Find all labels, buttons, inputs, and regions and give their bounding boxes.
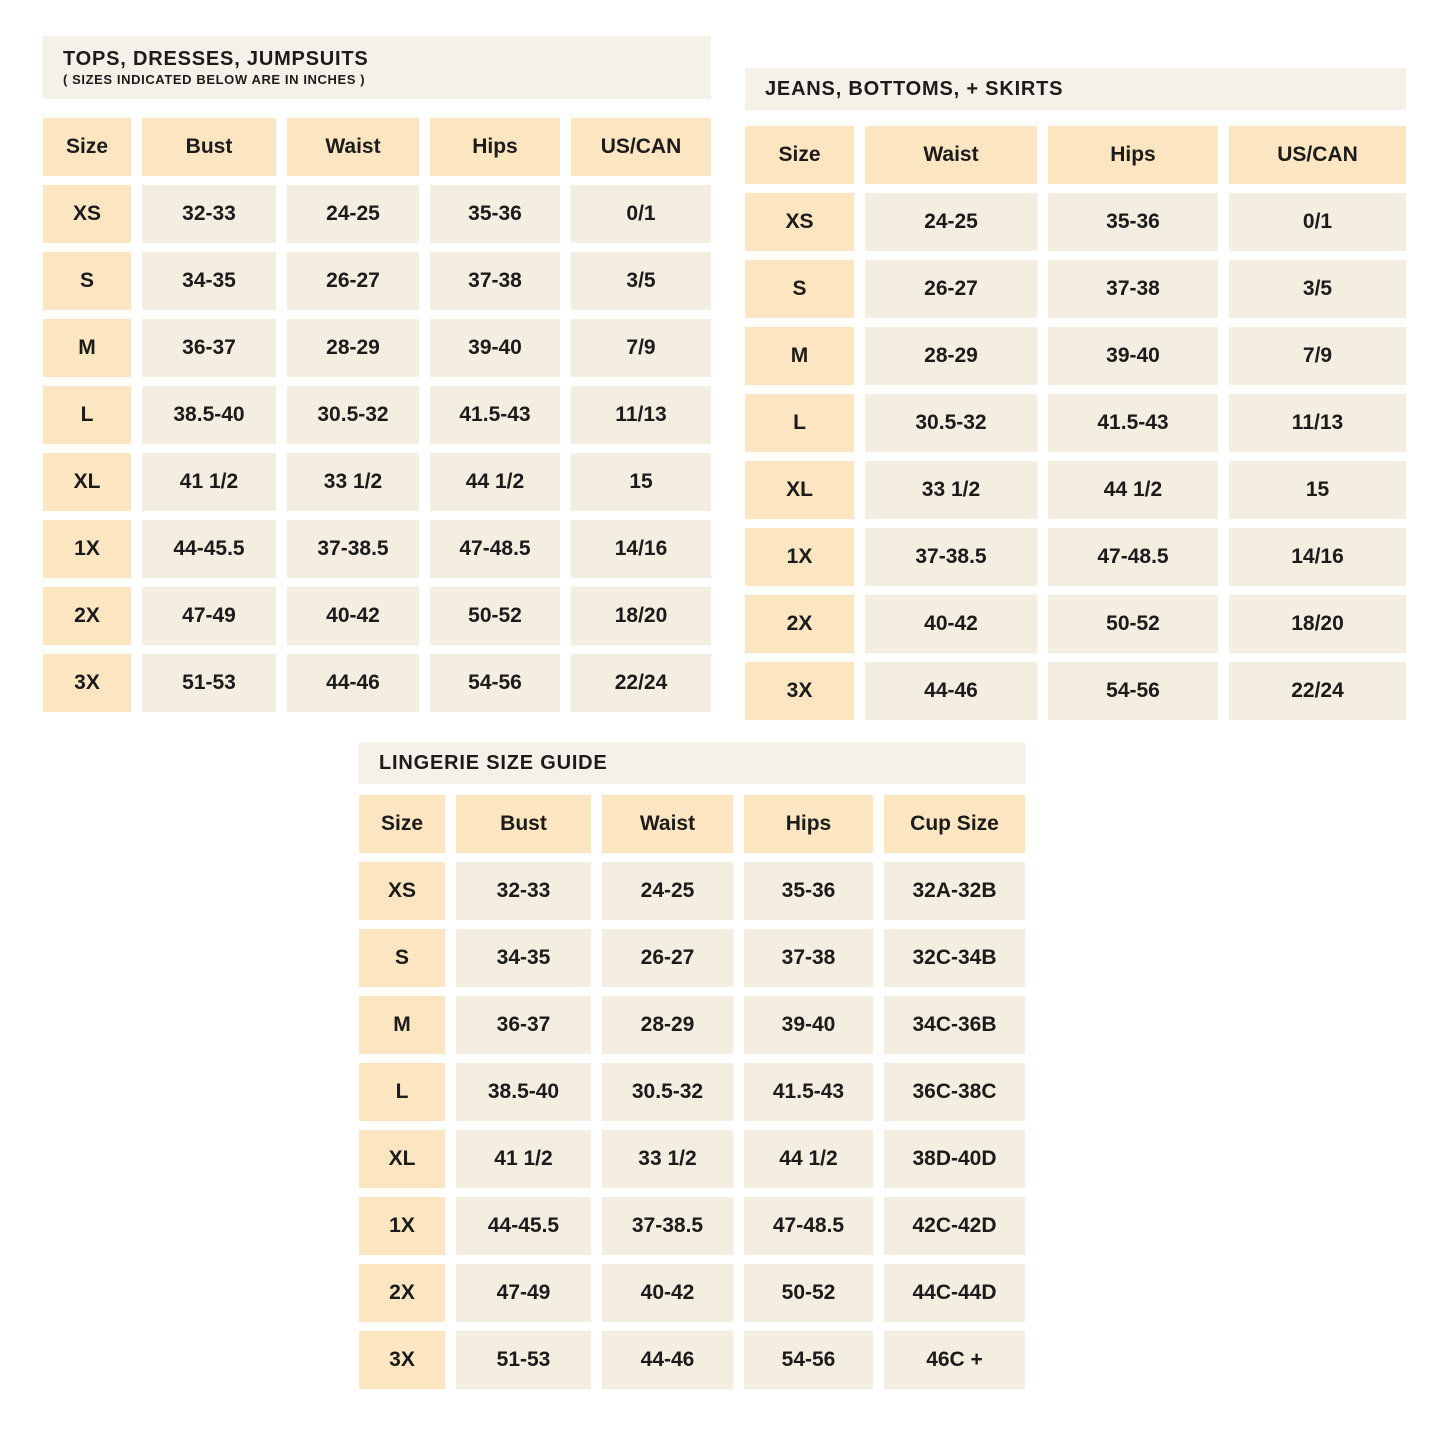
table-title-bar: [745, 68, 1406, 110]
column-header-size: Size: [43, 118, 131, 176]
size-label-cell-l: L: [43, 386, 131, 444]
value-cell: 24-25: [287, 185, 419, 243]
value-cell: 50-52: [744, 1264, 873, 1322]
value-cell: 47-48.5: [430, 520, 560, 578]
size-label-cell-l: L: [359, 1063, 445, 1121]
size-chart-grid: [359, 795, 1025, 1389]
value-cell: 44 1/2: [744, 1130, 873, 1188]
value-cell: 46C +: [884, 1331, 1025, 1389]
table-title-bar: [43, 36, 711, 99]
value-cell: 24-25: [865, 193, 1037, 251]
table-lingerie-size-guide: [359, 742, 1025, 1389]
value-cell: 44 1/2: [1048, 461, 1218, 519]
value-cell: 24-25: [602, 862, 733, 920]
size-label-cell-3x: 3X: [745, 662, 854, 720]
value-cell: 26-27: [865, 260, 1037, 318]
size-label-cell-s: S: [43, 252, 131, 310]
value-cell: 37-38.5: [602, 1197, 733, 1255]
value-cell: 15: [571, 453, 711, 511]
value-cell: 47-48.5: [1048, 528, 1218, 586]
value-cell: 32-33: [456, 862, 591, 920]
value-cell: 26-27: [602, 929, 733, 987]
column-header-hips: Hips: [430, 118, 560, 176]
value-cell: 38.5-40: [456, 1063, 591, 1121]
column-header-waist: Waist: [602, 795, 733, 853]
value-cell: 28-29: [287, 319, 419, 377]
table-title: LINGERIE SIZE GUIDE: [379, 752, 608, 774]
value-cell: 54-56: [744, 1331, 873, 1389]
value-cell: 14/16: [1229, 528, 1406, 586]
value-cell: 22/24: [571, 654, 711, 712]
value-cell: 33 1/2: [602, 1130, 733, 1188]
column-header-hips: Hips: [1048, 126, 1218, 184]
value-cell: 36-37: [456, 996, 591, 1054]
value-cell: 33 1/2: [865, 461, 1037, 519]
size-label-cell-2x: 2X: [43, 587, 131, 645]
value-cell: 30.5-32: [602, 1063, 733, 1121]
value-cell: 3/5: [1229, 260, 1406, 318]
value-cell: 34-35: [142, 252, 276, 310]
value-cell: 37-38: [430, 252, 560, 310]
size-label-cell-s: S: [745, 260, 854, 318]
value-cell: 36C-38C: [884, 1063, 1025, 1121]
value-cell: 37-38.5: [865, 528, 1037, 586]
value-cell: 14/16: [571, 520, 711, 578]
table-subtitle: ( SIZES INDICATED BELOW ARE IN INCHES ): [63, 71, 366, 87]
column-header-waist: Waist: [287, 118, 419, 176]
table-title: TOPS, DRESSES, JUMPSUITS: [63, 47, 369, 70]
value-cell: 34-35: [456, 929, 591, 987]
size-chart-grid: [745, 126, 1406, 720]
value-cell: 44 1/2: [430, 453, 560, 511]
value-cell: 11/13: [571, 386, 711, 444]
value-cell: 39-40: [744, 996, 873, 1054]
size-label-cell-2x: 2X: [745, 595, 854, 653]
value-cell: 44-46: [287, 654, 419, 712]
size-label-cell-xs: XS: [359, 862, 445, 920]
value-cell: 47-48.5: [744, 1197, 873, 1255]
value-cell: 35-36: [744, 862, 873, 920]
value-cell: 30.5-32: [287, 386, 419, 444]
value-cell: 51-53: [142, 654, 276, 712]
value-cell: 28-29: [602, 996, 733, 1054]
value-cell: 44C-44D: [884, 1264, 1025, 1322]
value-cell: 50-52: [1048, 595, 1218, 653]
value-cell: 42C-42D: [884, 1197, 1025, 1255]
value-cell: 18/20: [1229, 595, 1406, 653]
value-cell: 54-56: [430, 654, 560, 712]
size-label-cell-m: M: [43, 319, 131, 377]
value-cell: 44-46: [865, 662, 1037, 720]
value-cell: 28-29: [865, 327, 1037, 385]
value-cell: 50-52: [430, 587, 560, 645]
value-cell: 15: [1229, 461, 1406, 519]
column-header-us-can: US/CAN: [1229, 126, 1406, 184]
column-header-us-can: US/CAN: [571, 118, 711, 176]
size-label-cell-xl: XL: [43, 453, 131, 511]
column-header-hips: Hips: [744, 795, 873, 853]
size-label-cell-xl: XL: [745, 461, 854, 519]
value-cell: 37-38: [1048, 260, 1218, 318]
value-cell: 26-27: [287, 252, 419, 310]
value-cell: 40-42: [287, 587, 419, 645]
value-cell: 3/5: [571, 252, 711, 310]
size-label-cell-xs: XS: [43, 185, 131, 243]
column-header-cup-size: Cup Size: [884, 795, 1025, 853]
size-label-cell-3x: 3X: [359, 1331, 445, 1389]
value-cell: 37-38: [744, 929, 873, 987]
column-header-size: Size: [745, 126, 854, 184]
value-cell: 35-36: [1048, 193, 1218, 251]
table-title-bar: [359, 742, 1025, 784]
value-cell: 7/9: [571, 319, 711, 377]
size-label-cell-s: S: [359, 929, 445, 987]
value-cell: 0/1: [1229, 193, 1406, 251]
size-label-cell-m: M: [359, 996, 445, 1054]
value-cell: 35-36: [430, 185, 560, 243]
value-cell: 36-37: [142, 319, 276, 377]
value-cell: 38.5-40: [142, 386, 276, 444]
value-cell: 47-49: [142, 587, 276, 645]
value-cell: 32C-34B: [884, 929, 1025, 987]
size-label-cell-m: M: [745, 327, 854, 385]
value-cell: 44-46: [602, 1331, 733, 1389]
value-cell: 40-42: [602, 1264, 733, 1322]
value-cell: 32A-32B: [884, 862, 1025, 920]
value-cell: 38D-40D: [884, 1130, 1025, 1188]
value-cell: 11/13: [1229, 394, 1406, 452]
size-label-cell-xs: XS: [745, 193, 854, 251]
table-jeans-bottoms-skirts: [745, 68, 1406, 720]
table-title: JEANS, BOTTOMS, + SKIRTS: [765, 78, 1064, 100]
column-header-size: Size: [359, 795, 445, 853]
size-label-cell-l: L: [745, 394, 854, 452]
value-cell: 34C-36B: [884, 996, 1025, 1054]
value-cell: 47-49: [456, 1264, 591, 1322]
value-cell: 39-40: [430, 319, 560, 377]
value-cell: 39-40: [1048, 327, 1218, 385]
value-cell: 41 1/2: [142, 453, 276, 511]
value-cell: 44-45.5: [142, 520, 276, 578]
size-chart-grid: [43, 118, 711, 712]
size-label-cell-1x: 1X: [43, 520, 131, 578]
value-cell: 30.5-32: [865, 394, 1037, 452]
value-cell: 7/9: [1229, 327, 1406, 385]
size-label-cell-3x: 3X: [43, 654, 131, 712]
value-cell: 18/20: [571, 587, 711, 645]
value-cell: 0/1: [571, 185, 711, 243]
value-cell: 51-53: [456, 1331, 591, 1389]
value-cell: 41.5-43: [430, 386, 560, 444]
value-cell: 54-56: [1048, 662, 1218, 720]
size-label-cell-2x: 2X: [359, 1264, 445, 1322]
table-tops-dresses-jumpsuits: [43, 36, 711, 712]
size-label-cell-1x: 1X: [745, 528, 854, 586]
value-cell: 37-38.5: [287, 520, 419, 578]
value-cell: 32-33: [142, 185, 276, 243]
value-cell: 33 1/2: [287, 453, 419, 511]
value-cell: 41.5-43: [744, 1063, 873, 1121]
value-cell: 44-45.5: [456, 1197, 591, 1255]
column-header-waist: Waist: [865, 126, 1037, 184]
value-cell: 41 1/2: [456, 1130, 591, 1188]
size-label-cell-xl: XL: [359, 1130, 445, 1188]
value-cell: 41.5-43: [1048, 394, 1218, 452]
column-header-bust: Bust: [456, 795, 591, 853]
value-cell: 22/24: [1229, 662, 1406, 720]
column-header-bust: Bust: [142, 118, 276, 176]
size-label-cell-1x: 1X: [359, 1197, 445, 1255]
value-cell: 40-42: [865, 595, 1037, 653]
